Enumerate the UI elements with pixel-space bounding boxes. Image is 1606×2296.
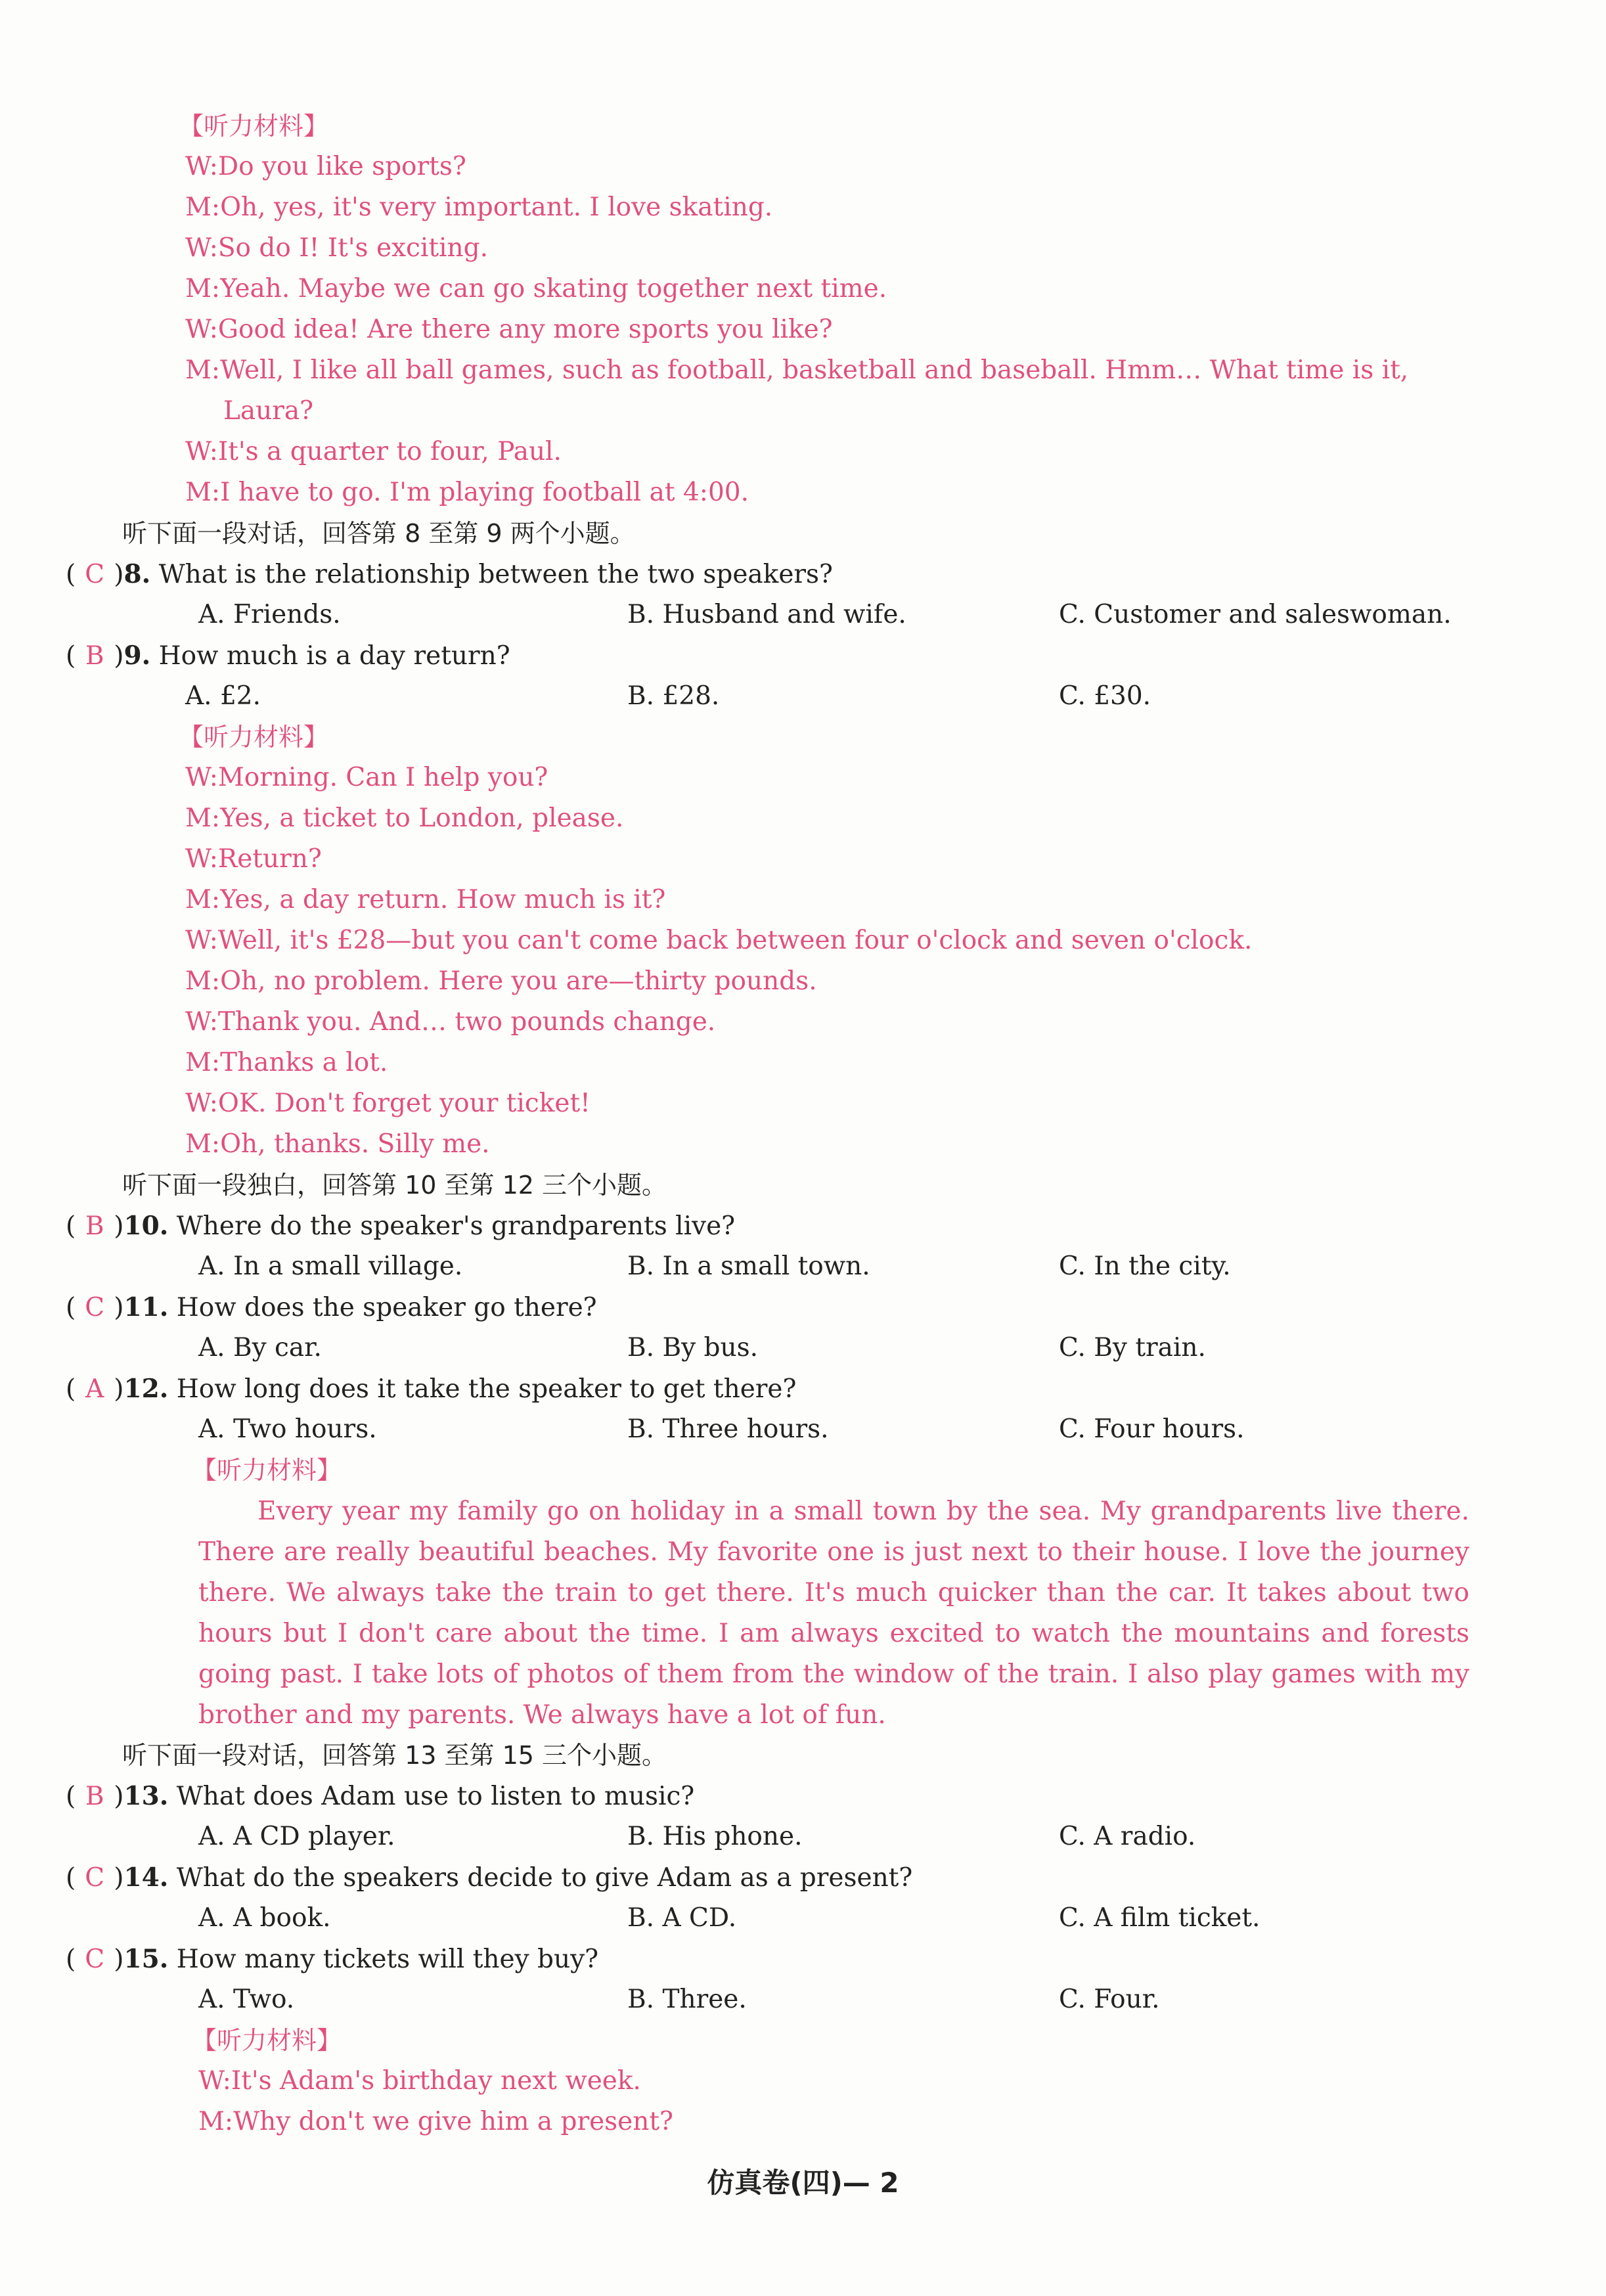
listening-material-header: 【听力材料】 [179, 112, 329, 141]
dialogue-line: M:Thanks a lot. [185, 1048, 388, 1077]
question-text: What does Adam use to listen to music? [176, 1782, 695, 1811]
listening-material-header: 【听力材料】 [192, 1456, 342, 1485]
question-13: ( B )13. What does Adam use to listen to music? [66, 1779, 694, 1814]
option-a: A. Friends. [198, 600, 341, 629]
question-12: ( A )12. How long does it take the speaker to get there? [66, 1372, 796, 1407]
answer-mark: C [85, 1863, 105, 1893]
dialogue-line: W:OK. Don't forget your ticket! [185, 1089, 591, 1118]
dialogue-line: W:Thank you. And… two pounds change. [185, 1007, 716, 1037]
question-text: How much is a day return? [158, 641, 510, 671]
question-number: 14. [123, 1862, 169, 1893]
option-c: C. A film ticket. [1059, 1903, 1260, 1933]
option-c: C. Customer and saleswoman. [1059, 600, 1452, 629]
dialogue-line: W:So do I! It's exciting. [185, 233, 488, 263]
question-text: How long does it take the speaker to get there? [176, 1374, 797, 1404]
dialogue-line: M:Yeah. Maybe we can go skating together next time. [185, 274, 887, 304]
option-c: C. By train. [1059, 1333, 1206, 1362]
question-11: ( C )11. How does the speaker go there? [66, 1290, 597, 1325]
option-b: B. Three. [627, 1985, 747, 2014]
dialogue-line: W:Well, it's £28—but you can't come back between four o'clock and seven o'clock. [185, 926, 1253, 955]
option-b: B. Husband and wife. [627, 600, 906, 629]
option-b: B. Three hours. [627, 1414, 829, 1444]
page-footer: 仿真卷(四)— 2 [707, 2167, 899, 2199]
question-number: 15. [123, 1944, 169, 1974]
question-9: ( B )9. How much is a day return? [66, 639, 510, 673]
dialogue-line: M:Oh, yes, it's very important. I love skating. [185, 192, 773, 222]
dialogue-line: W:It's a quarter to four, Paul. [185, 437, 562, 466]
option-b: B. In a small town. [627, 1251, 870, 1281]
dialogue-line: M:Yes, a day return. How much is it? [185, 885, 666, 914]
option-c: C. A radio. [1059, 1822, 1196, 1851]
option-a: A. By car. [198, 1333, 322, 1362]
dialogue-line: W:Do you like sports? [185, 152, 466, 181]
option-c: C. In the city. [1059, 1251, 1231, 1281]
dialogue-line: W:It's Adam's birthday next week. [198, 2066, 641, 2096]
question-text: How many tickets will they buy? [176, 1945, 599, 1974]
option-a: A. In a small village. [198, 1251, 463, 1281]
dialogue-line: M:Oh, no problem. Here you are—thirty pounds. [185, 966, 817, 996]
question-text: Where do the speaker's grandparents live? [176, 1211, 736, 1241]
option-a: A. Two hours. [198, 1414, 377, 1444]
listening-material-header: 【听力材料】 [179, 723, 329, 752]
option-a: A. A CD player. [198, 1822, 395, 1851]
answer-mark: C [85, 1293, 105, 1322]
option-b: B. His phone. [627, 1822, 803, 1851]
listening-material-header: 【听力材料】 [192, 2026, 342, 2055]
option-a: A. Two. [198, 1985, 295, 2014]
question-text: What is the relationship between the two speakers? [158, 560, 833, 589]
question-text: What do the speakers decide to give Adam as a present? [176, 1863, 913, 1893]
question-number: 10. [123, 1211, 169, 1241]
section-instruction: 听下面一段独白，回答第 10 至第 12 三个小题。 [122, 1171, 667, 1200]
question-number: 13. [123, 1781, 169, 1811]
answer-mark: B [85, 1782, 104, 1811]
question-10: ( B )10. Where do the speaker's grandparents live? [66, 1209, 735, 1244]
option-c: C. Four. [1059, 1985, 1160, 2014]
question-text: How does the speaker go there? [176, 1293, 597, 1322]
option-c: C. Four hours. [1059, 1414, 1245, 1444]
answer-mark: C [85, 560, 105, 589]
dialogue-line: M:Yes, a ticket to London, please. [185, 803, 624, 833]
dialogue-line: M:Why don't we give him a present? [198, 2107, 673, 2136]
option-a: A. £2. [185, 681, 261, 711]
option-b: B. A CD. [627, 1903, 737, 1933]
question-14: ( C )14. What do the speakers decide to give Adam as a present? [66, 1860, 912, 1895]
dialogue-line: W:Good idea! Are there any more sports you like? [185, 315, 833, 344]
dialogue-line: M:I have to go. I'm playing football at 4:00. [185, 478, 749, 507]
question-number: 11. [123, 1292, 169, 1322]
dialogue-line: W:Return? [185, 844, 322, 874]
option-a: A. A book. [198, 1903, 331, 1933]
monologue-paragraph: Every year my family go on holiday in a small town by the sea. My grandparents live there. There are really beautiful beaches. My favorite one is just next to their house. I love the journey there. We always take the train to get there. It's much quicker than the car. It takes about two hours but I don't care about the time. I am always excited to watch the mountains and forests going past. I take lots of photos of them from the window of the train. I also play games with my brother and my parents. We always have a lot of fun. [198, 1497, 1469, 1730]
dialogue-line: W:Morning. Can I help you? [185, 763, 548, 792]
answer-mark: B [85, 1211, 104, 1241]
dialogue-line: M:Oh, thanks. Silly me. [185, 1129, 490, 1159]
dialogue-line: M:Well, I like all ball games, such as football, basketball and baseball. Hmm… What time is it, [185, 355, 1409, 385]
option-b: B. £28. [627, 681, 720, 711]
option-c: C. £30. [1059, 681, 1151, 711]
answer-mark: B [85, 641, 104, 671]
answer-mark: C [85, 1945, 105, 1974]
question-number: 12. [123, 1374, 169, 1404]
question-8: ( C )8. What is the relationship between the two speakers? [66, 557, 833, 592]
section-instruction: 听下面一段对话，回答第 8 至第 9 两个小题。 [122, 519, 635, 548]
dialogue-line: Laura? [223, 396, 314, 426]
question-15: ( C )15. How many tickets will they buy? [66, 1942, 598, 1977]
question-number: 8. [123, 559, 151, 589]
option-b: B. By bus. [627, 1333, 759, 1362]
section-instruction: 听下面一段对话，回答第 13 至第 15 三个小题。 [122, 1741, 667, 1770]
answer-mark: A [85, 1374, 104, 1404]
question-number: 9. [123, 641, 151, 671]
